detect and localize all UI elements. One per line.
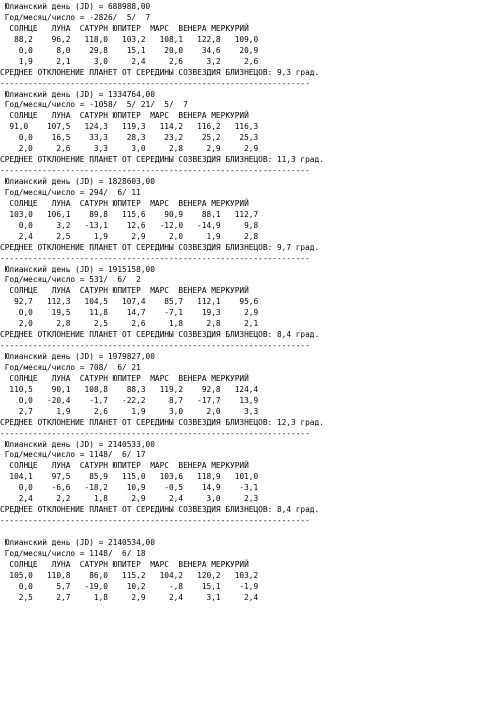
printout-line: Год/месяц/число = -2826/ 5/ 7 xyxy=(0,12,151,22)
printout-line: 0,0 3,2 -13,1 12,6 -12,0 -14,9 9,8 xyxy=(0,220,259,230)
printout-line: Юлианский день (JD) = 688988,00 xyxy=(0,2,151,11)
printout-line: 105,0 110,8 86,0 115,2 104,2 120,2 103,2 xyxy=(0,570,259,580)
printout-line: 88,2 96,2 118,0 103,2 108,1 122,8 109,0 xyxy=(0,34,259,44)
printout-line: 2,4 2,2 1,8 2,9 2,4 3,0 2,3 xyxy=(0,494,259,504)
printout-line: СОЛНЦЕ ЛУНА САТУРН ЮПИТЕР МАРС ВЕНЕРА МЕРКУРИЙ xyxy=(0,23,249,33)
printout-line: 2,4 2,5 1,9 2,9 2,0 1,9 2,8 xyxy=(0,231,259,241)
printout-line: 91,0 107,5 124,3 119,3 114,2 116,2 116,3 xyxy=(0,122,259,132)
printout-line: СОЛНЦЕ ЛУНА САТУРН ЮПИТЕР МАРС ВЕНЕРА МЕРКУРИЙ xyxy=(0,198,249,208)
printout-line xyxy=(0,527,496,538)
printout-line: 0,0 -20,4 -1,7 -22,2 8,7 -17,7 13,9 xyxy=(0,395,259,405)
printout-line: СРЕДНЕЕ ОТКЛОНЕНИЕ ПЛАНЕТ ОТ СЕРЕДИНЫ СОЗВЕЗДИЯ БЛИЗНЕЦОВ: 12,3 град. xyxy=(0,417,324,427)
printout-line: 0,0 19,5 11,8 14,7 -7,1 19,3 2,9 xyxy=(0,308,259,318)
printout-line: Юлианский день (JD) = 1334764,00 xyxy=(0,89,155,99)
printout-line: 2,7 1,9 2,6 1,9 3,0 2,0 3,3 xyxy=(0,406,259,416)
printout-line: СОЛНЦЕ ЛУНА САТУРН ЮПИТЕР МАРС ВЕНЕРА МЕРКУРИЙ xyxy=(0,286,249,296)
printout-line: СРЕДНЕЕ ОТКЛОНЕНИЕ ПЛАНЕТ ОТ СЕРЕДИНЫ СОЗВЕЗДИЯ БЛИЗНЕЦОВ: 9,3 град. xyxy=(0,67,320,77)
printout-line: 0,0 -6,6 -18,2 10,9 -0,5 14,9 -3,1 xyxy=(0,483,259,493)
printout-line: ------------------------------------------------------------------ xyxy=(0,428,310,438)
printout-line: 0,0 16,5 33,3 28,3 23,2 25,2 25,3 xyxy=(0,133,259,143)
printout-line: 1,9 2,1 3,0 2,4 2,6 3,2 2,6 xyxy=(0,56,259,66)
printout-line: Год/месяц/число = 1148/ 6/ 18 xyxy=(0,548,146,558)
printout-line: Год/месяц/число = -1058/ 5/ 21/ 5/ 7 xyxy=(0,100,188,110)
printout-line: 110,5 90,1 108,8 88,3 119,2 92,8 124,4 xyxy=(0,384,259,394)
printout-line: ------------------------------------------------------------------ xyxy=(0,516,310,526)
printout-line: 2,0 2,8 2,5 2,6 1,8 2,8 2,1 xyxy=(0,319,259,329)
printout-line: СОЛНЦЕ ЛУНА САТУРН ЮПИТЕР МАРС ВЕНЕРА МЕРКУРИЙ xyxy=(0,461,249,471)
printout-line: Юлианский день (JD) = 2140534,00 xyxy=(0,537,155,547)
printout-line: СОЛНЦЕ ЛУНА САТУРН ЮПИТЕР МАРС ВЕНЕРА МЕРКУРИЙ xyxy=(0,559,249,569)
printout-line: Юлианский день (JD) = 2140533,00 xyxy=(0,439,155,449)
printout-line: Год/месяц/число = 531/ 6/ 2 xyxy=(0,275,141,285)
printout-line: ------------------------------------------------------------------ xyxy=(0,78,310,88)
printout-line: ------------------------------------------------------------------ xyxy=(0,341,310,351)
printout-line: 0,0 8,0 29,8 15,1 20,0 34,6 20,9 xyxy=(0,45,259,55)
printout-line: ------------------------------------------------------------------ xyxy=(0,166,310,176)
printout-line: ------------------------------------------------------------------ xyxy=(0,253,310,263)
printout-line: СРЕДНЕЕ ОТКЛОНЕНИЕ ПЛАНЕТ ОТ СЕРЕДИНЫ СОЗВЕЗДИЯ БЛИЗНЕЦОВ: 8,4 град. xyxy=(0,505,320,515)
printout-line: 103,0 106,1 89,8 115,6 90,9 88,1 112,7 xyxy=(0,209,259,219)
printout-line: СРЕДНЕЕ ОТКЛОНЕНИЕ ПЛАНЕТ ОТ СЕРЕДИНЫ СОЗВЕЗДИЯ БЛИЗНЕЦОВ: 11,3 град. xyxy=(0,155,324,165)
printout-line: 104,1 97,5 85,9 115,0 103,6 118,9 101,0 xyxy=(0,472,259,482)
printout-line: Год/месяц/число = 294/ 6/ 11 xyxy=(0,187,141,197)
printout-line: СРЕДНЕЕ ОТКЛОНЕНИЕ ПЛАНЕТ ОТ СЕРЕДИНЫ СОЗВЕЗДИЯ БЛИЗНЕЦОВ: 9,7 град. xyxy=(0,242,320,252)
printout-line: Юлианский день (JD) = 1915158,00 xyxy=(0,264,155,274)
printout-line: 92,7 112,3 104,5 107,4 85,7 112,1 95,6 xyxy=(0,297,259,307)
printout-line: СОЛНЦЕ ЛУНА САТУРН ЮПИТЕР МАРС ВЕНЕРА МЕРКУРИЙ xyxy=(0,111,249,121)
printout-line: 2,5 2,7 1,8 2,9 2,4 3,1 2,4 xyxy=(0,592,259,602)
printout-line: 0,0 5,7 -19,0 10,2 -,8 15,1 -1,9 xyxy=(0,581,259,591)
printout-line: СОЛНЦЕ ЛУНА САТУРН ЮПИТЕР МАРС ВЕНЕРА МЕРКУРИЙ xyxy=(0,373,249,383)
printout-line: 2,0 2,6 3,3 3,0 2,8 2,9 2,9 xyxy=(0,144,259,154)
printout-line: Год/месяц/число = 708/ 6/ 21 xyxy=(0,362,141,372)
printout-text xyxy=(0,2,496,604)
printout-line: Год/месяц/число = 1148/ 6/ 17 xyxy=(0,450,146,460)
printout-line: Юлианский день (JD) = 1828603,00 xyxy=(0,177,155,186)
printout-line: Юлианский день (JD) = 1979827,00 xyxy=(0,352,155,361)
printout-line: СРЕДНЕЕ ОТКЛОНЕНИЕ ПЛАНЕТ ОТ СЕРЕДИНЫ СОЗВЕЗДИЯ БЛИЗНЕЦОВ: 8,4 град. xyxy=(0,330,320,340)
